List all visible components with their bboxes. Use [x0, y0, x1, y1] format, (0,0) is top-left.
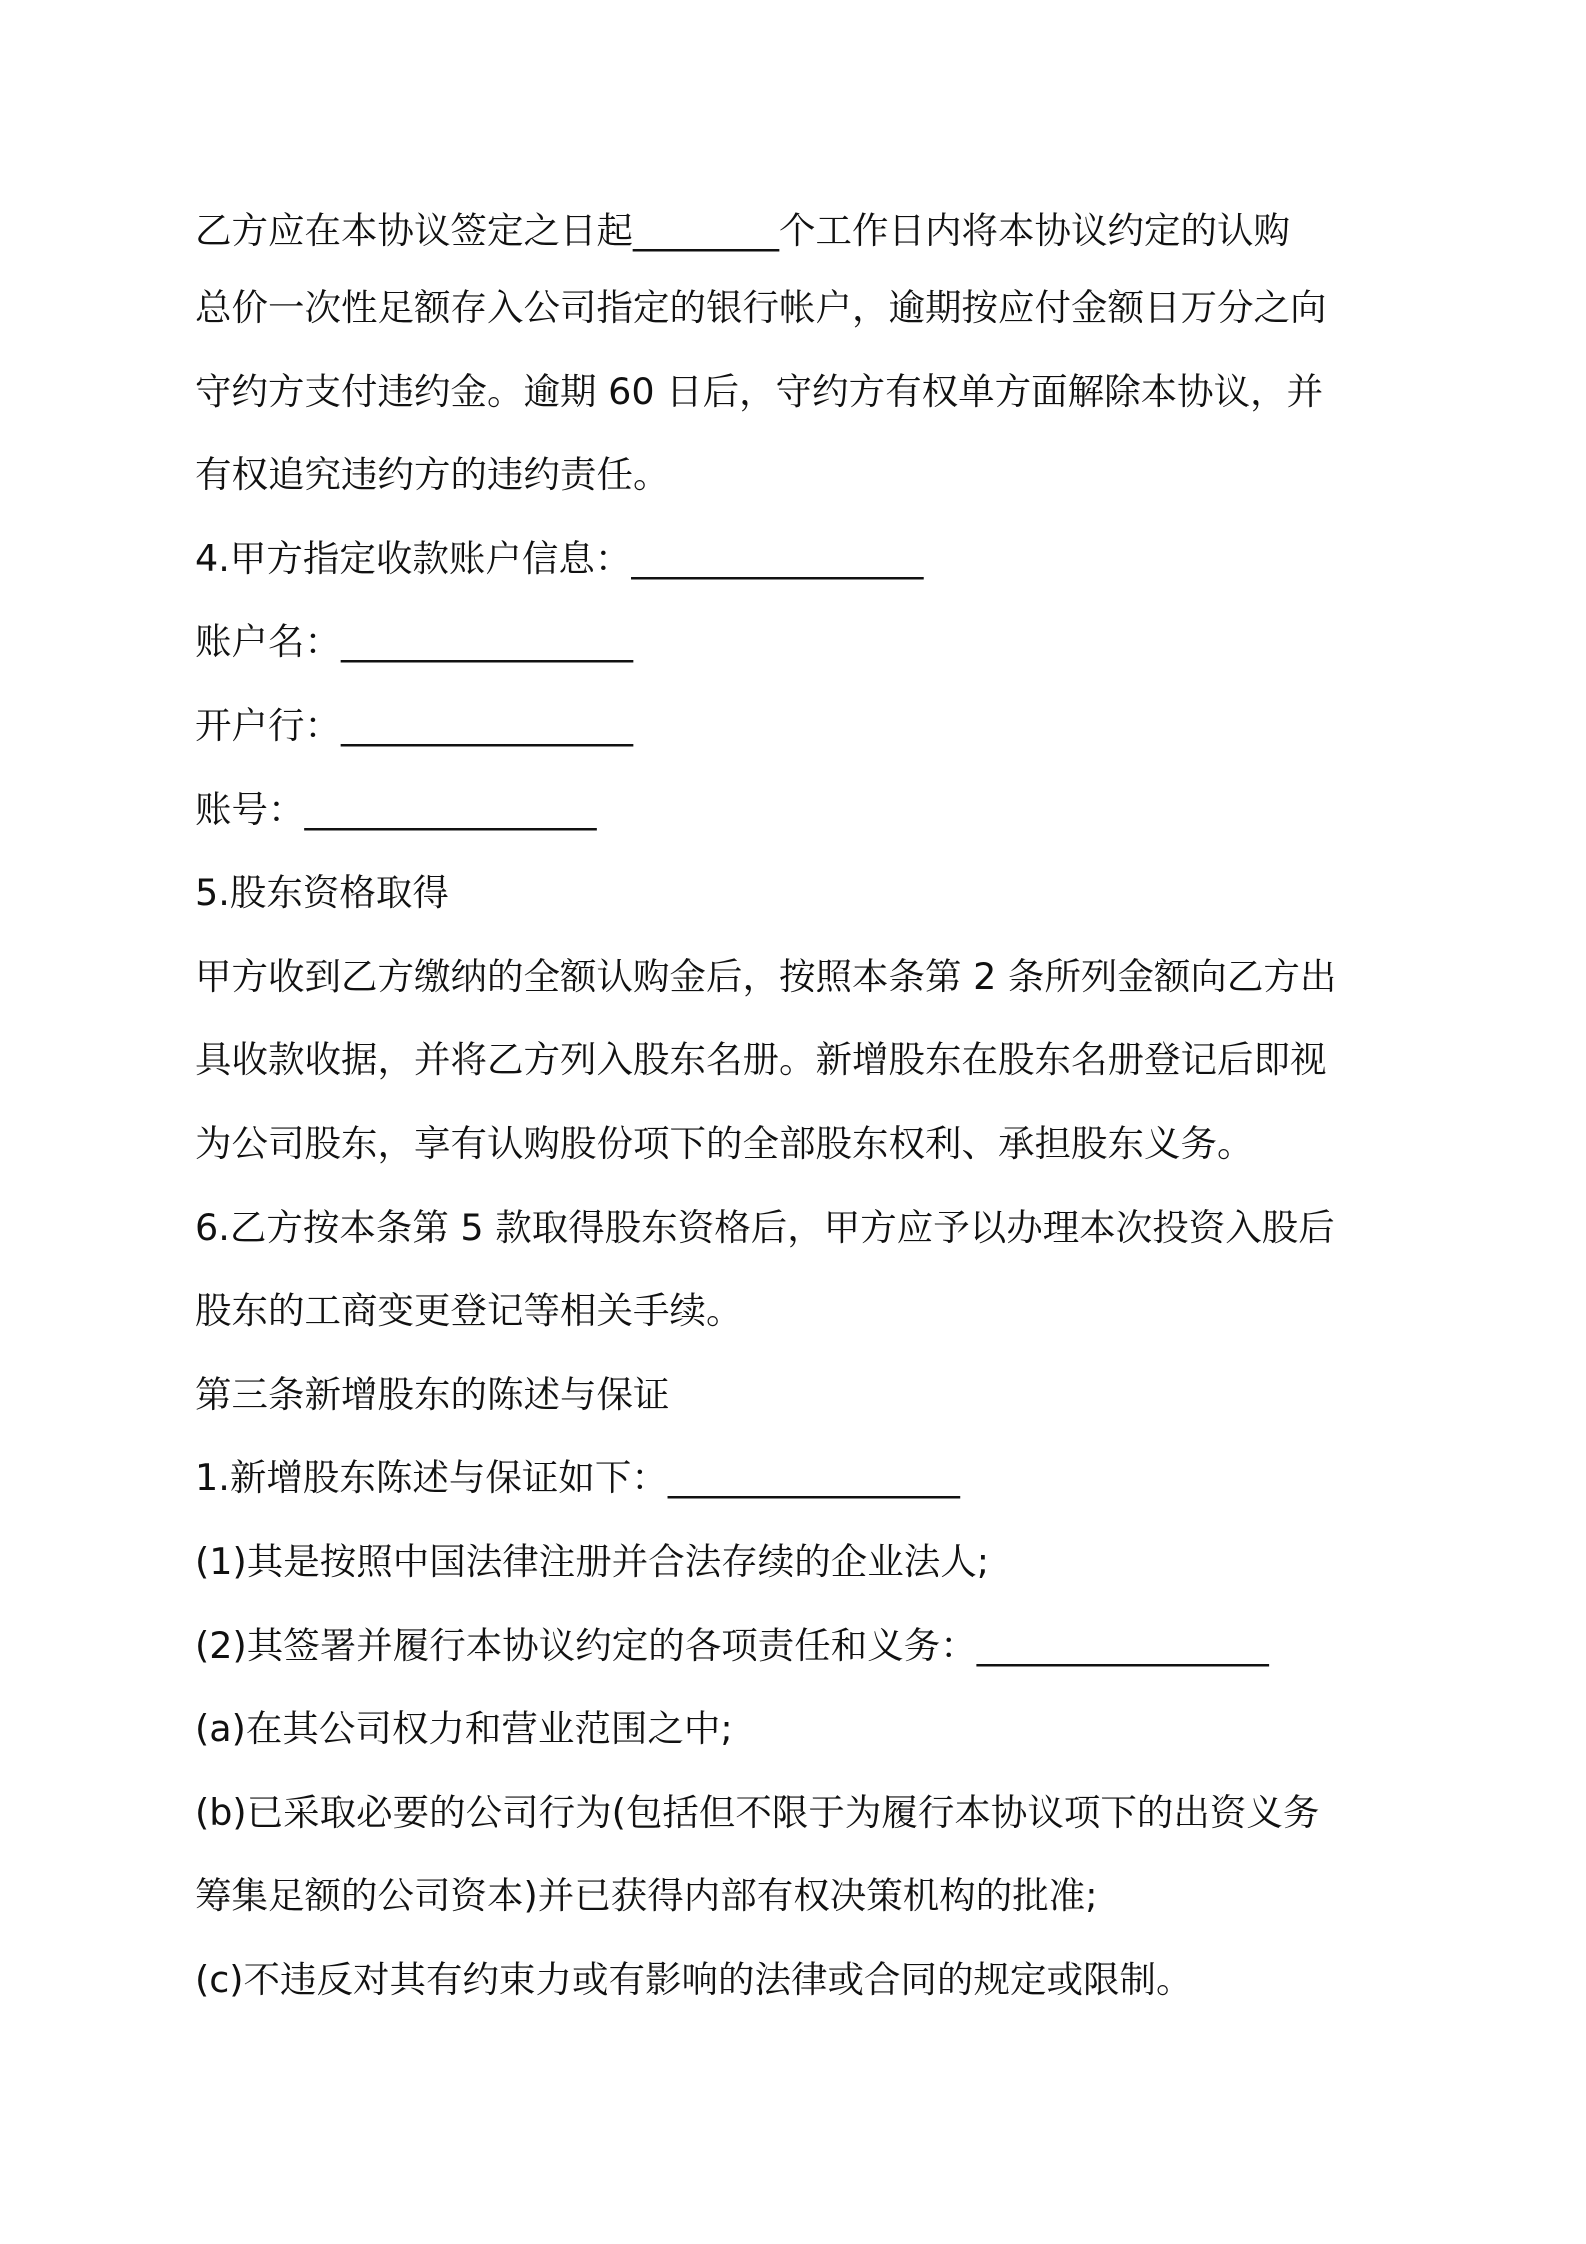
list-item: (2)其签署并履行本协议约定的各项责任和义务：________________	[195, 1623, 1269, 1667]
paragraph-line: 甲方收到乙方缴纳的全额认购金后，按照本条第 2 条所列金额向乙方出	[195, 954, 1337, 998]
list-item: (c)不违反对其有约束力或有影响的法律或合同的规定或限制。	[195, 1957, 1193, 2001]
account-name-line: 账户名：________________	[195, 620, 633, 664]
paragraph-line: 6.乙方按本条第 5 款取得股东资格后，甲方应予以办理本次投资入股后	[195, 1205, 1335, 1249]
account-number-line: 账号：________________	[195, 787, 597, 831]
document-body	[195, 196, 1385, 2021]
paragraph-line: 守约方支付违约金。逾期 60 日后，守约方有权单方面解除本协议，并	[195, 369, 1324, 413]
paragraph-line: 总价一次性足额存入公司指定的银行帐户，逾期按应付金额日万分之向	[195, 286, 1327, 329]
paragraph-line: 乙方应在本协议签定之日起________个工作日内将本协议约定的认购	[195, 209, 1290, 252]
list-item: 1.新增股东陈述与保证如下：________________	[195, 1456, 960, 1500]
paragraph-line: 为公司股东，享有认购股份项下的全部股东权利、承担股东义务。	[195, 1121, 1254, 1165]
section-heading-account-info: 4.甲方指定收款账户信息：________________	[195, 536, 924, 580]
paragraph-line: 股东的工商变更登记等相关手续。	[195, 1289, 743, 1333]
paragraph-line: 筹集足额的公司资本)并已获得内部有权决策机构的批准;	[195, 1874, 1098, 1918]
article-heading-representations: 第三条新增股东的陈述与保证	[195, 1372, 670, 1416]
bank-name-line: 开户行：________________	[195, 703, 633, 747]
list-item: (b)已采取必要的公司行为(包括但不限于为履行本协议项下的出资义务	[195, 1790, 1320, 1834]
section-heading-shareholder-qualification: 5.股东资格取得	[195, 871, 449, 915]
paragraph-line: 具收款收据，并将乙方列入股东名册。新增股东在股东名册登记后即视	[195, 1038, 1327, 1082]
list-item: (1)其是按照中国法律注册并合法存续的企业法人;	[195, 1539, 989, 1583]
paragraph-line: 有权追究违约方的违约责任。	[195, 453, 670, 497]
list-item: (a)在其公司权力和营业范围之中;	[195, 1707, 733, 1751]
